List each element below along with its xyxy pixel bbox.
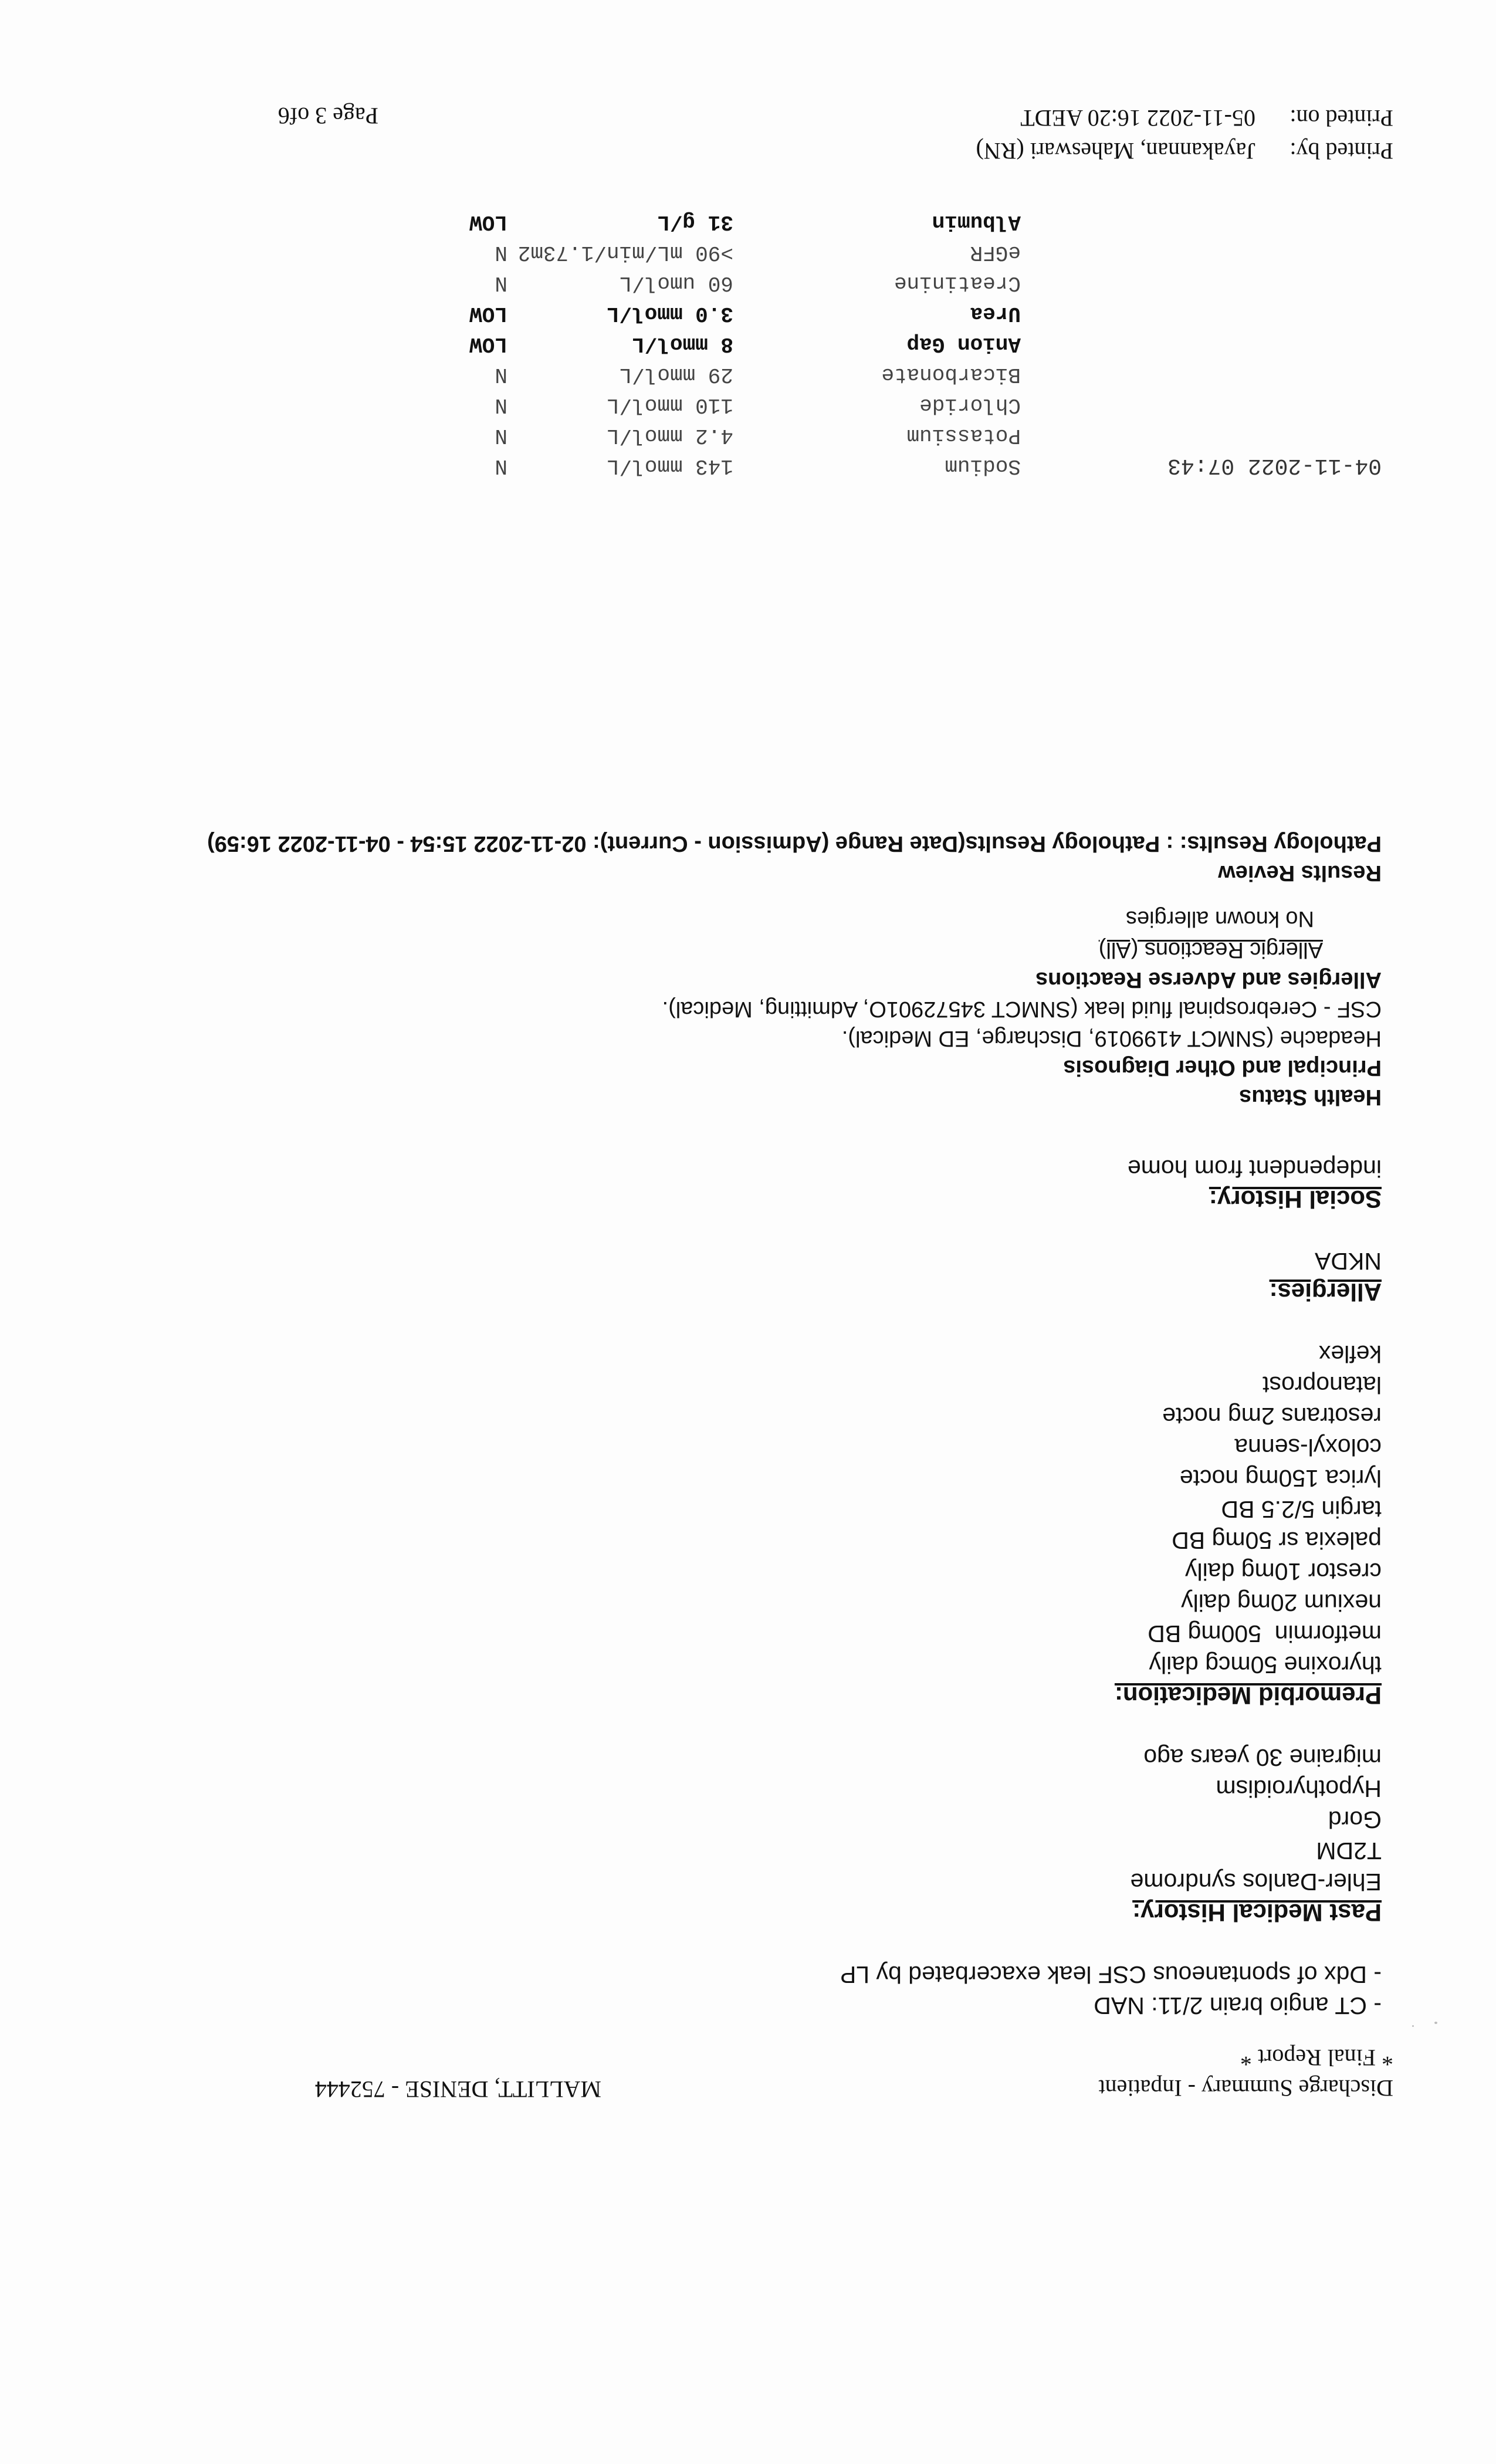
allergies-reactions-heading: Allergies and Adverse Reactions — [1035, 967, 1382, 992]
medication-item: palexia sr 50mg BD — [1172, 1527, 1382, 1554]
lab-test-value: 29 mmol/L — [619, 363, 733, 387]
lab-test-name: Urea — [970, 302, 1021, 326]
history-item: Gord — [1328, 1806, 1382, 1833]
lab-test-value: 3.0 mmol/L — [606, 302, 733, 326]
summary-line: - Ddx of spontaneous CSF leak exacerbated by LP — [840, 1961, 1382, 1988]
results-review-heading: Results Review — [1218, 861, 1382, 885]
footer-values — [976, 101, 1255, 167]
lab-test-flag: N — [495, 363, 507, 387]
lab-test-name: Sodium — [945, 454, 1021, 478]
history-item: Ehler-Danlos syndrome — [1130, 1869, 1382, 1896]
lab-test-flag: N — [495, 271, 507, 295]
lab-collection-date: 04-11-2022 07:43 — [1167, 453, 1382, 478]
printed-on-value: 05-11-2022 16:20 AEDT — [1020, 105, 1255, 131]
lab-test-flag: LOW — [469, 302, 507, 326]
main-content — [91, 829, 1382, 2021]
health-status-heading: Health Status — [1239, 1085, 1382, 1109]
medication-item: metformin 500mg BD — [1148, 1620, 1382, 1647]
scan-speck — [1434, 2022, 1437, 2024]
pathology-results-heading: Pathology Results: : Pathology Results(Date Range (Admission - Current): 02-11-2022 15:54 - 04-11-2022 16:59) — [207, 831, 1382, 856]
patient-identifier: MALLITT, DENISE - 752444 — [314, 2076, 601, 2103]
medication-item: nexium 20mg daily — [1181, 1589, 1382, 1616]
medication-item: coloxyl-senna — [1234, 1434, 1382, 1461]
medication-item: latanoprost — [1263, 1372, 1382, 1399]
page-number: Page 3 of6 — [277, 103, 378, 129]
medication-item: keflex — [1318, 1341, 1382, 1368]
history-item: Hypothyroidism — [1216, 1775, 1382, 1802]
report-status: * Final Report * — [1240, 2045, 1393, 2071]
allergies-heading: Allergies: — [1269, 1278, 1382, 1306]
lab-test-flag: N — [495, 393, 507, 417]
footer-labels — [1289, 101, 1393, 167]
lab-test-name: eGFR — [970, 241, 1021, 265]
lab-test-flag: N — [495, 454, 507, 478]
premorbid-medication-heading: Premorbid Medication: — [1114, 1682, 1382, 1710]
lab-test-name: Albumin — [932, 210, 1021, 234]
lab-test-flag: N — [495, 241, 507, 265]
diagnosis-item: Headache (SNMCT 4199019, Discharge, ED Medical). — [841, 1026, 1382, 1051]
medication-item: resotrans 2mg nocte — [1162, 1403, 1382, 1430]
allergic-reactions-label: Allergic Reactions (All) — [1098, 937, 1323, 962]
lab-test-value: >90 mL/min/1.73m2 — [517, 241, 733, 265]
printed-by-value: Jayakannan, Maheswari (RN) — [976, 138, 1255, 164]
lab-test-value: 31 g/L — [657, 210, 733, 234]
history-item: migraine 30 years ago — [1143, 1744, 1382, 1771]
allergies-value: NKDA — [1315, 1248, 1382, 1275]
lab-test-name: Creatinine — [893, 271, 1021, 295]
social-history-heading: Social History: — [1209, 1186, 1382, 1213]
lab-test-value: 143 mmol/L — [606, 454, 733, 478]
printed-on-label: Printed on: — [1289, 105, 1393, 131]
lab-test-flag: LOW — [469, 210, 507, 234]
document-type: Discharge Summary - Inpatient — [1098, 2075, 1393, 2101]
diagnosis-heading: Principal and Other Diagnosis — [1063, 1055, 1382, 1080]
history-item: T2DM — [1316, 1837, 1382, 1864]
document-header-left — [1099, 2042, 1393, 2103]
lab-test-flag: LOW — [469, 332, 507, 356]
lab-test-flag: N — [495, 424, 507, 448]
scan-speck — [1412, 2025, 1414, 2027]
printed-by-label: Printed by: — [1289, 138, 1393, 164]
lab-test-value: 8 mmol/L — [632, 332, 733, 356]
past-medical-history-heading: Past Medical History: — [1132, 1899, 1382, 1927]
summary-line: - CT angio brain 2/11: NAD — [1094, 1992, 1382, 2019]
lab-test-value: 110 mmol/L — [606, 393, 733, 417]
lab-test-name: Anion Gap — [906, 332, 1021, 356]
social-history-value: independent from home — [1127, 1155, 1382, 1182]
medication-item: targin 5/2.5 BD — [1221, 1496, 1382, 1523]
lab-test-value: 4.2 mmol/L — [606, 424, 733, 448]
medication-item: crestor 10mg daily — [1185, 1558, 1382, 1585]
diagnosis-item: CSF - Cerebrospinal fluid leak (SNMCT 34572901O, Admitting, Medical). — [662, 997, 1382, 1021]
lab-test-name: Potassium — [906, 424, 1021, 448]
lab-test-value: 60 umol/L — [619, 271, 733, 295]
lab-test-name: Chloride — [919, 393, 1021, 417]
lab-test-name: Bicarbonate — [881, 363, 1021, 387]
medication-item: thyroxine 50mcg daily — [1149, 1651, 1382, 1678]
allergic-reactions-value: No known allergies — [1125, 906, 1314, 931]
medication-item: lyrica 150mg nocte — [1179, 1465, 1382, 1492]
